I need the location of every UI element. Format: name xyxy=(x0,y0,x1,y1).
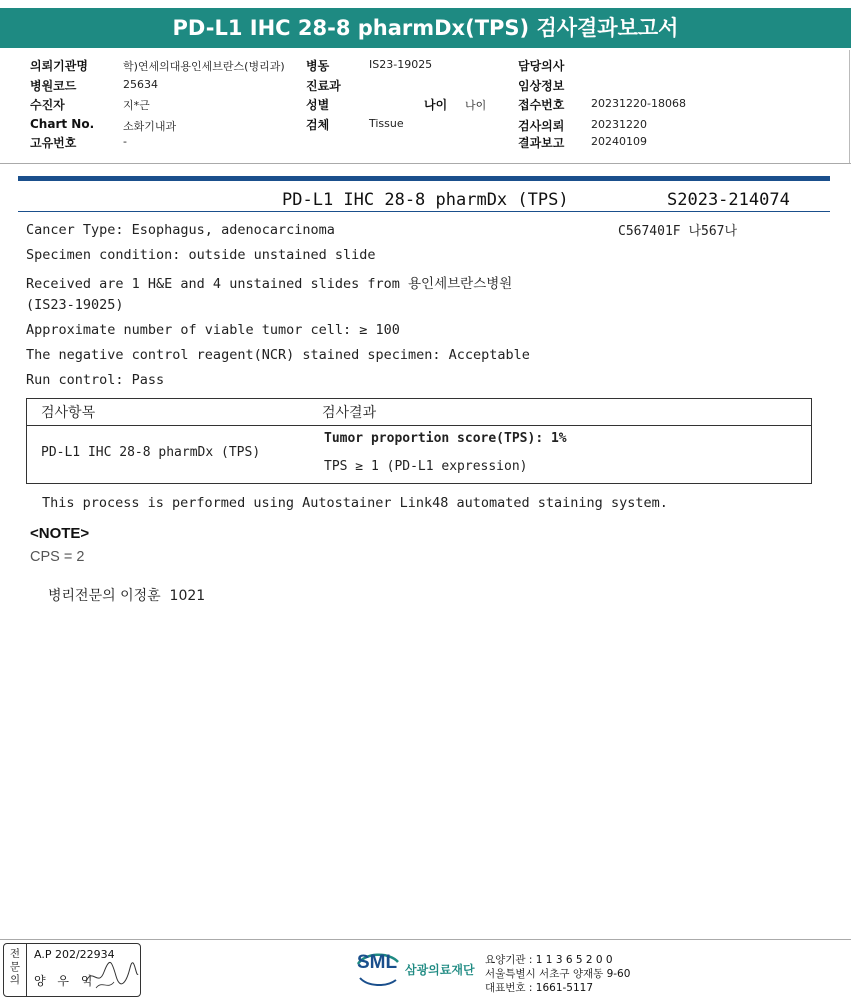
receipt-label: 접수번호 xyxy=(518,98,565,112)
footer-phone: 대표번호 : 1661-5117 xyxy=(485,982,594,994)
report-code: C567401F 나567나 xyxy=(618,224,738,239)
result-table xyxy=(26,398,812,484)
signature-scribble-icon xyxy=(82,958,140,992)
unique-no-label: 고유번호 xyxy=(30,136,77,150)
report-title-rule xyxy=(18,211,830,212)
chart-no-value: 소화기내과 xyxy=(123,120,177,133)
institution-value: 학)연세의대용인세브란스(병리과) xyxy=(123,60,285,73)
pathologist-stamp xyxy=(3,943,141,997)
pathologist-signature-line: 병리전문의 이정훈 1021 xyxy=(48,588,206,604)
table-header-item: 검사항목 xyxy=(41,405,96,421)
patient-value: 지*근 xyxy=(123,99,150,112)
report-date-value: 20240109 xyxy=(591,135,647,148)
logo-text: SML xyxy=(357,952,398,973)
request-value: 20231220 xyxy=(591,118,647,131)
report-test-title: PD-L1 IHC 28-8 pharmDx (TPS) xyxy=(282,190,569,210)
stamp-vertical-label: 전문의 xyxy=(9,948,21,986)
stamp-divider xyxy=(26,944,27,996)
footer-divider xyxy=(0,939,851,940)
report-date-label: 결과보고 xyxy=(518,136,565,150)
institution-label: 의뢰기관명 xyxy=(30,59,88,73)
stamp-ap-number: A.P 202/22934 xyxy=(34,948,115,961)
unique-no-value: - xyxy=(123,135,127,148)
ward-label: 병동 xyxy=(306,59,330,73)
specimen-label: 검체 xyxy=(306,118,330,132)
received-slides-line: Received are 1 H&E and 4 unstained slides from 용인세브란스병원 xyxy=(26,276,513,292)
negative-control-line: The negative control reagent(NCR) stained specimen: Acceptable xyxy=(26,347,530,363)
report-top-rule xyxy=(18,176,830,181)
org-name: 삼광의료재단 xyxy=(405,963,475,977)
doctor-label: 담당의사 xyxy=(518,59,565,73)
age-value: 나이 xyxy=(465,99,487,112)
viable-tumor-cell-line: Approximate number of viable tumor cell: ≥ 100 xyxy=(26,322,400,338)
run-control-line: Run control: Pass xyxy=(26,372,165,388)
specimen-condition-line: Specimen condition: outside unstained slide xyxy=(26,247,376,263)
process-note: This process is performed using Autostainer Link48 automated staining system. xyxy=(42,495,668,511)
note-label: <NOTE> xyxy=(30,525,90,542)
header-border xyxy=(849,50,850,164)
header-divider xyxy=(0,163,851,164)
footer-address: 서울특별시 서초구 양재동 9-60 xyxy=(485,968,631,980)
table-tps-interpretation: TPS ≥ 1 (PD-L1 expression) xyxy=(324,459,528,474)
ward-value: IS23-19025 xyxy=(369,58,433,71)
table-tps-score: Tumor proportion score(TPS): 1% xyxy=(324,431,567,446)
sex-label: 성별 xyxy=(306,98,330,112)
stamp-name: 양 우 익 xyxy=(34,974,97,988)
receipt-value: 20231220-18068 xyxy=(591,97,686,110)
table-test-item: PD-L1 IHC 28-8 pharmDx (TPS) xyxy=(41,445,261,460)
patient-label: 수진자 xyxy=(30,98,65,112)
document-title: PD-L1 IHC 28-8 pharmDx(TPS) 검사결과보고서 xyxy=(0,8,851,48)
specimen-value: Tissue xyxy=(369,117,404,130)
received-slides-ref-line: (IS23-19025) xyxy=(26,297,124,313)
hospital-code-label: 병원코드 xyxy=(30,79,77,93)
request-label: 검사의뢰 xyxy=(518,119,565,133)
chart-no-label: Chart No. xyxy=(30,117,95,131)
note-cps: CPS = 2 xyxy=(30,549,85,565)
table-header-divider xyxy=(27,425,811,426)
cancer-type-line: Cancer Type: Esophagus, adenocarcinoma xyxy=(26,222,335,238)
age-label: 나이 xyxy=(424,98,448,112)
hospital-code-value: 25634 xyxy=(123,78,158,91)
clinical-label: 임상정보 xyxy=(518,79,565,93)
dept-label: 진료과 xyxy=(306,79,341,93)
table-header-result: 검사결과 xyxy=(322,405,377,421)
report-specimen-id: S2023-214074 xyxy=(667,190,790,210)
footer-institution-code: 요양기관 : 1 1 3 6 5 2 0 0 xyxy=(485,954,613,966)
